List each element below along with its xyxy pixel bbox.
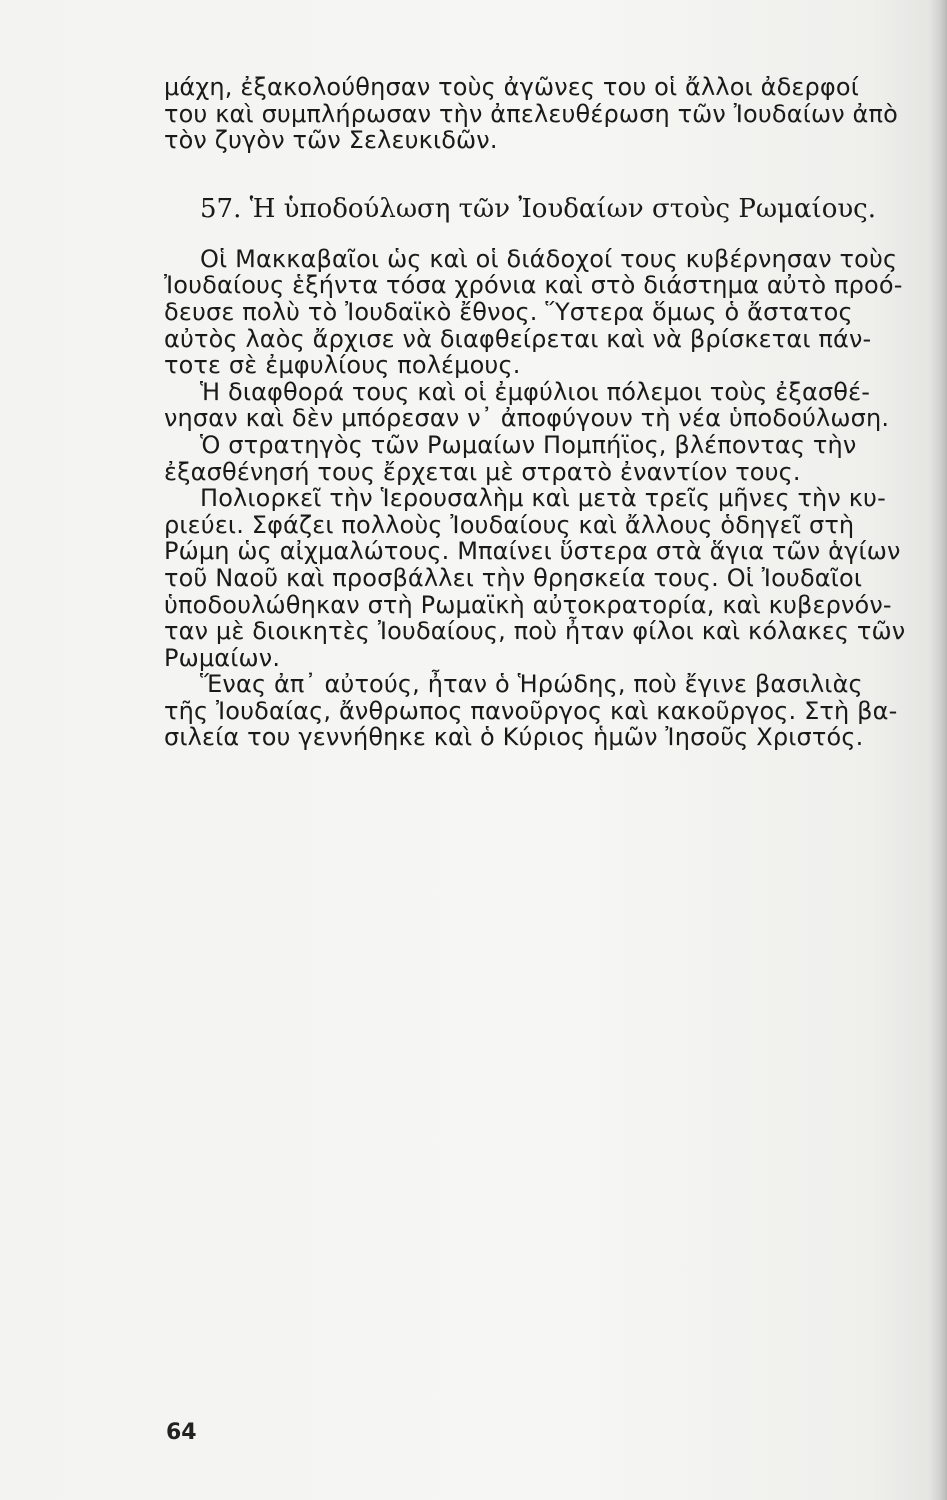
paragraph-line: δευσε πολὺ τὸ Ἰουδαϊκὸ ἔθνος. Ὕστερα ὅμως ὁ ἄστατος — [164, 297, 853, 326]
paragraph-line: τοτε σὲ ἐμφυλίους πολέμους. — [164, 351, 521, 380]
paragraph-line: ταν μὲ διοικητὲς Ἰουδαίους, ποὺ ἦταν φίλοι καὶ κόλακες τῶν — [164, 617, 906, 646]
intro-line: του καὶ συμπλήρωσαν τὴν ἀπελευθέρωση τῶν Ἰουδαίων ἀπὸ — [164, 99, 898, 128]
paragraph-line: ὑποδουλώθηκαν στὴ Ρωμαϊκὴ αὐτοκρατορία, καὶ κυβερνόν- — [164, 590, 892, 619]
paragraph-line: Πολιορκεῖ τὴν Ἱερουσαλὴμ καὶ μετὰ τρεῖς μῆνες τὴν κυ- — [200, 484, 886, 513]
paragraph-line: Ρωμαίων. — [164, 643, 281, 672]
paragraph-line: τῆς Ἰουδαίας, ἄνθρωπος πανοῦργος καὶ κακοῦργος. Στὴ βα- — [164, 696, 898, 725]
paragraph-line: τοῦ Ναοῦ καὶ προσβάλλει τὴν θρησκεία τους. Οἱ Ἰουδαῖοι — [164, 563, 863, 592]
spacer — [164, 154, 910, 192]
paragraph-line: Οἱ Μακκαβαῖοι ὡς καὶ οἱ διάδοχοί τους κυβέρνησαν τοὺς — [200, 244, 898, 273]
paragraph-line: ἐξασθένησή τους ἔρχεται μὲ στρατὸ ἐναντίον τους. — [164, 457, 801, 486]
paragraph-line: Ἰουδαίους ἑξήντα τόσα χρόνια καὶ στὸ διάστημα αὐτὸ προό- — [164, 271, 903, 300]
spacer — [164, 226, 910, 246]
intro-line: τὸν ζυγὸν τῶν Σελευκιδῶν. — [164, 126, 498, 155]
intro-line: μάχη, ἐξακολούθησαν τοὺς ἀγῶνες του οἱ ἄλλοι ἀδερφοί — [164, 73, 859, 101]
paragraph-line: Ἕνας ἀπ᾽ αὐτούς, ἦταν ὁ Ἡρώδης, ποὺ ἔγινε βασιλιὰς — [200, 670, 863, 699]
paragraph-line: αὐτὸς λαὸς ἄρχισε νὰ διαφθείρεται καὶ νὰ βρίσκεται πάν- — [164, 324, 872, 353]
page-text — [164, 74, 910, 751]
paragraph-line: Ρώμη ὡς αἰχμαλώτους. Μπαίνει ὕστερα στὰ ἅγια τῶν ἁγίων — [164, 537, 901, 566]
paragraph-line: σιλεία του γεννήθηκε καὶ ὁ Κύριος ἡμῶν Ἰησοῦς Χριστός. — [164, 723, 864, 752]
page-edge-shadow — [929, 0, 947, 1500]
page-number: 64 — [166, 1420, 197, 1445]
paragraph-line: ριεύει. Σφάζει πολλοὺς Ἰουδαίους καὶ ἄλλους ὁδηγεῖ στὴ — [164, 510, 855, 539]
paragraph-line: Ἡ διαφθορά τους καὶ οἱ ἐμφύλιοι πόλεμοι τοὺς ἐξασθέ- — [200, 377, 871, 406]
paragraph-line: νησαν καὶ δὲν μπόρεσαν ν᾽ ἀποφύγουν τὴ νέα ὑποδούλωση. — [164, 404, 890, 433]
section-heading: 57. Ἡ ὑποδούλωση τῶν Ἰουδαίων στοὺς Ρωμαίους. — [200, 193, 876, 224]
paragraph-line: Ὁ στρατηγὸς τῶν Ρωμαίων Πομπήϊος, βλέποντας τὴν — [200, 430, 857, 459]
